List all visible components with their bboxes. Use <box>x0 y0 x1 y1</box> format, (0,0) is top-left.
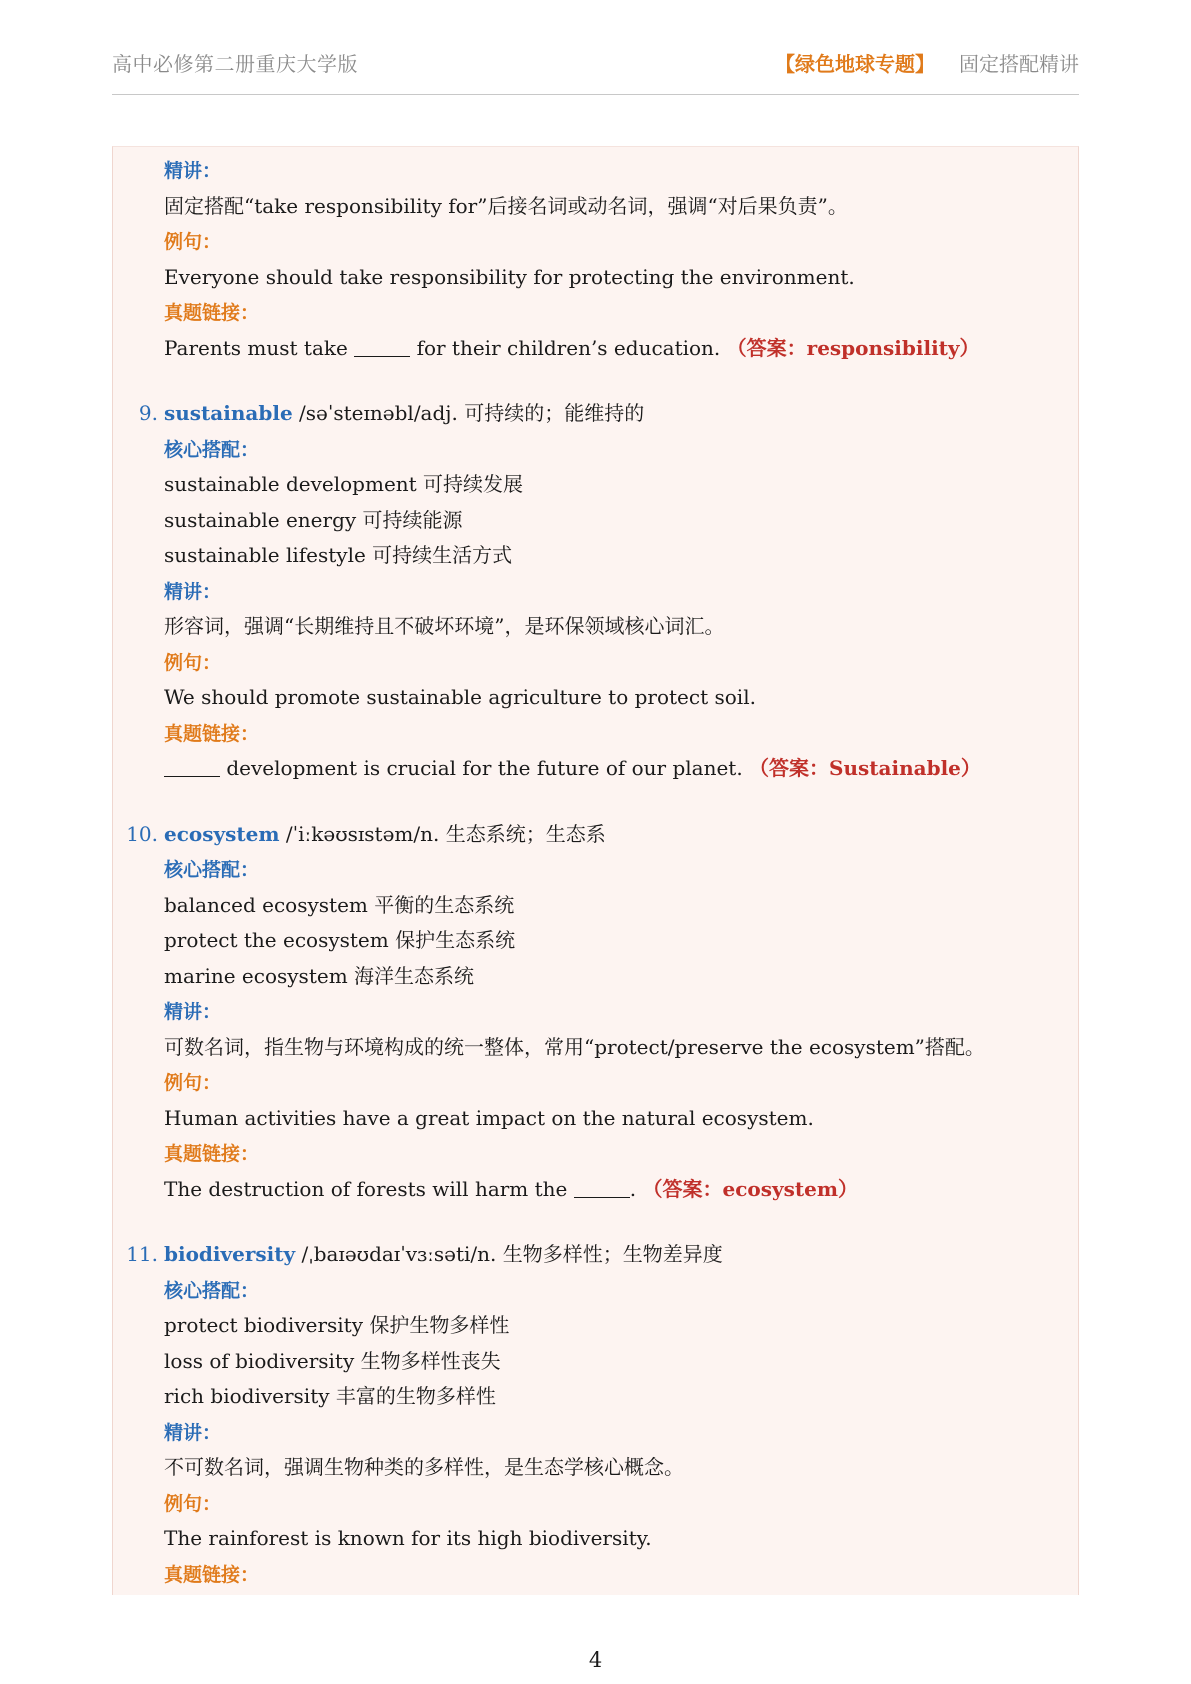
collocation-item: sustainable lifestyle 可持续生活方式 <box>164 543 513 567</box>
explain-label: 精讲： <box>164 1001 222 1023</box>
exam-text-before: The destruction of forests will harm the <box>164 1176 568 1201</box>
section-title: 固定搭配精讲 <box>959 52 1079 76</box>
entry-heading <box>113 396 1078 432</box>
explain-label: 精讲： <box>164 160 222 182</box>
collocation-item: protect biodiversity 保护生物多样性 <box>164 1313 510 1337</box>
exam-text-after: for their children’s education. <box>416 335 721 360</box>
exam-link-label: 真题链接： <box>164 302 260 324</box>
example-label: 例句： <box>164 1492 222 1515</box>
collocation-item: balanced ecosystem 平衡的生态系统 <box>164 892 515 917</box>
header-divider <box>112 94 1079 95</box>
exam-question <box>113 331 1078 367</box>
explain-label: 精讲： <box>164 1421 222 1444</box>
entry-heading <box>113 1237 1078 1273</box>
page-number: 4 <box>588 1648 603 1672</box>
explain-text: 可数名词，指生物与环境构成的统一整体，常用“protect/preserve the ecosystem”搭配。 <box>164 1034 985 1059</box>
answer-key: （答案：responsibility） <box>726 335 980 360</box>
entry-heading <box>113 817 1078 853</box>
entry-word: ecosystem <box>164 821 280 846</box>
example-sentence: The rainforest is known for its high biodiversity. <box>164 1526 652 1550</box>
answer-blank <box>574 1177 630 1198</box>
collocation-item: protect the ecosystem 保护生态系统 <box>164 928 516 952</box>
core-collocation-label: 核心搭配： <box>164 859 260 881</box>
example-label: 例句： <box>164 1072 222 1094</box>
explain-text: 不可数名词，强调生物种类的多样性，是生态学核心概念。 <box>164 1455 684 1479</box>
entry-number: 10. <box>126 821 158 846</box>
explain-label: 精讲： <box>164 580 222 603</box>
collocation-item: rich biodiversity 丰富的生物多样性 <box>164 1384 496 1408</box>
example-label: 例句： <box>164 231 222 253</box>
example-sentence: Human activities have a great impact on the natural ecosystem. <box>164 1105 814 1130</box>
entry-word: biodiversity <box>164 1242 296 1266</box>
exam-question <box>113 751 1078 787</box>
answer-key: （答案：ecosystem） <box>642 1176 858 1201</box>
example-sentence: We should promote sustainable agriculture to protect soil. <box>164 685 756 709</box>
topic-title: 【绿色地球专题】 <box>775 52 935 76</box>
exam-link-label: 真题链接： <box>164 1143 260 1165</box>
answer-key: （答案：Sustainable） <box>749 756 981 780</box>
entries-content <box>113 153 1078 1592</box>
core-collocation-label: 核心搭配： <box>164 438 260 461</box>
exam-text-before: Parents must take <box>164 335 348 360</box>
collocation-item: sustainable development 可持续发展 <box>164 472 524 496</box>
exam-link-label: 真题链接： <box>164 1563 260 1586</box>
collocation-item: loss of biodiversity 生物多样性丧失 <box>164 1348 501 1373</box>
answer-blank <box>354 336 410 357</box>
collocation-item: sustainable energy 可持续能源 <box>164 507 463 532</box>
exam-text-after: development is crucial for the future of our planet. <box>226 756 743 780</box>
entry-phonetic: /ˌbaɪəʊdaɪˈvɜːsəti/n. 生物多样性；生物差异度 <box>301 1242 723 1266</box>
exam-link-label: 真题链接： <box>164 722 260 745</box>
example-label: 例句： <box>164 651 222 674</box>
entry-phonetic: /səˈsteɪnəbl/adj. 可持续的；能维持的 <box>299 401 645 425</box>
header-right <box>775 48 1079 77</box>
exam-question <box>113 1172 1078 1208</box>
collocation-item: marine ecosystem 海洋生态系统 <box>164 963 475 988</box>
content-panel <box>112 146 1079 1595</box>
entry-phonetic: /ˈiːkəʊsɪstəm/n. 生态系统；生态系 <box>285 821 606 846</box>
page-header <box>112 44 1079 86</box>
example-sentence: Everyone should take responsibility for protecting the environment. <box>164 264 855 289</box>
book-title: 高中必修第二册重庆大学版 <box>112 52 358 76</box>
entry-word: sustainable <box>164 401 293 425</box>
entry-number: 11. <box>126 1242 158 1266</box>
entry-number: 9. <box>138 401 158 425</box>
answer-blank <box>164 756 220 777</box>
core-collocation-label: 核心搭配： <box>164 1279 260 1302</box>
explain-text: 固定搭配“take responsibility for”后接名词或动名词，强调“对后果负责”。 <box>164 193 848 218</box>
exam-text-after: . <box>629 1176 637 1201</box>
explain-text: 形容词，强调“长期维持且不破坏环境”，是环保领域核心词汇。 <box>164 614 725 638</box>
